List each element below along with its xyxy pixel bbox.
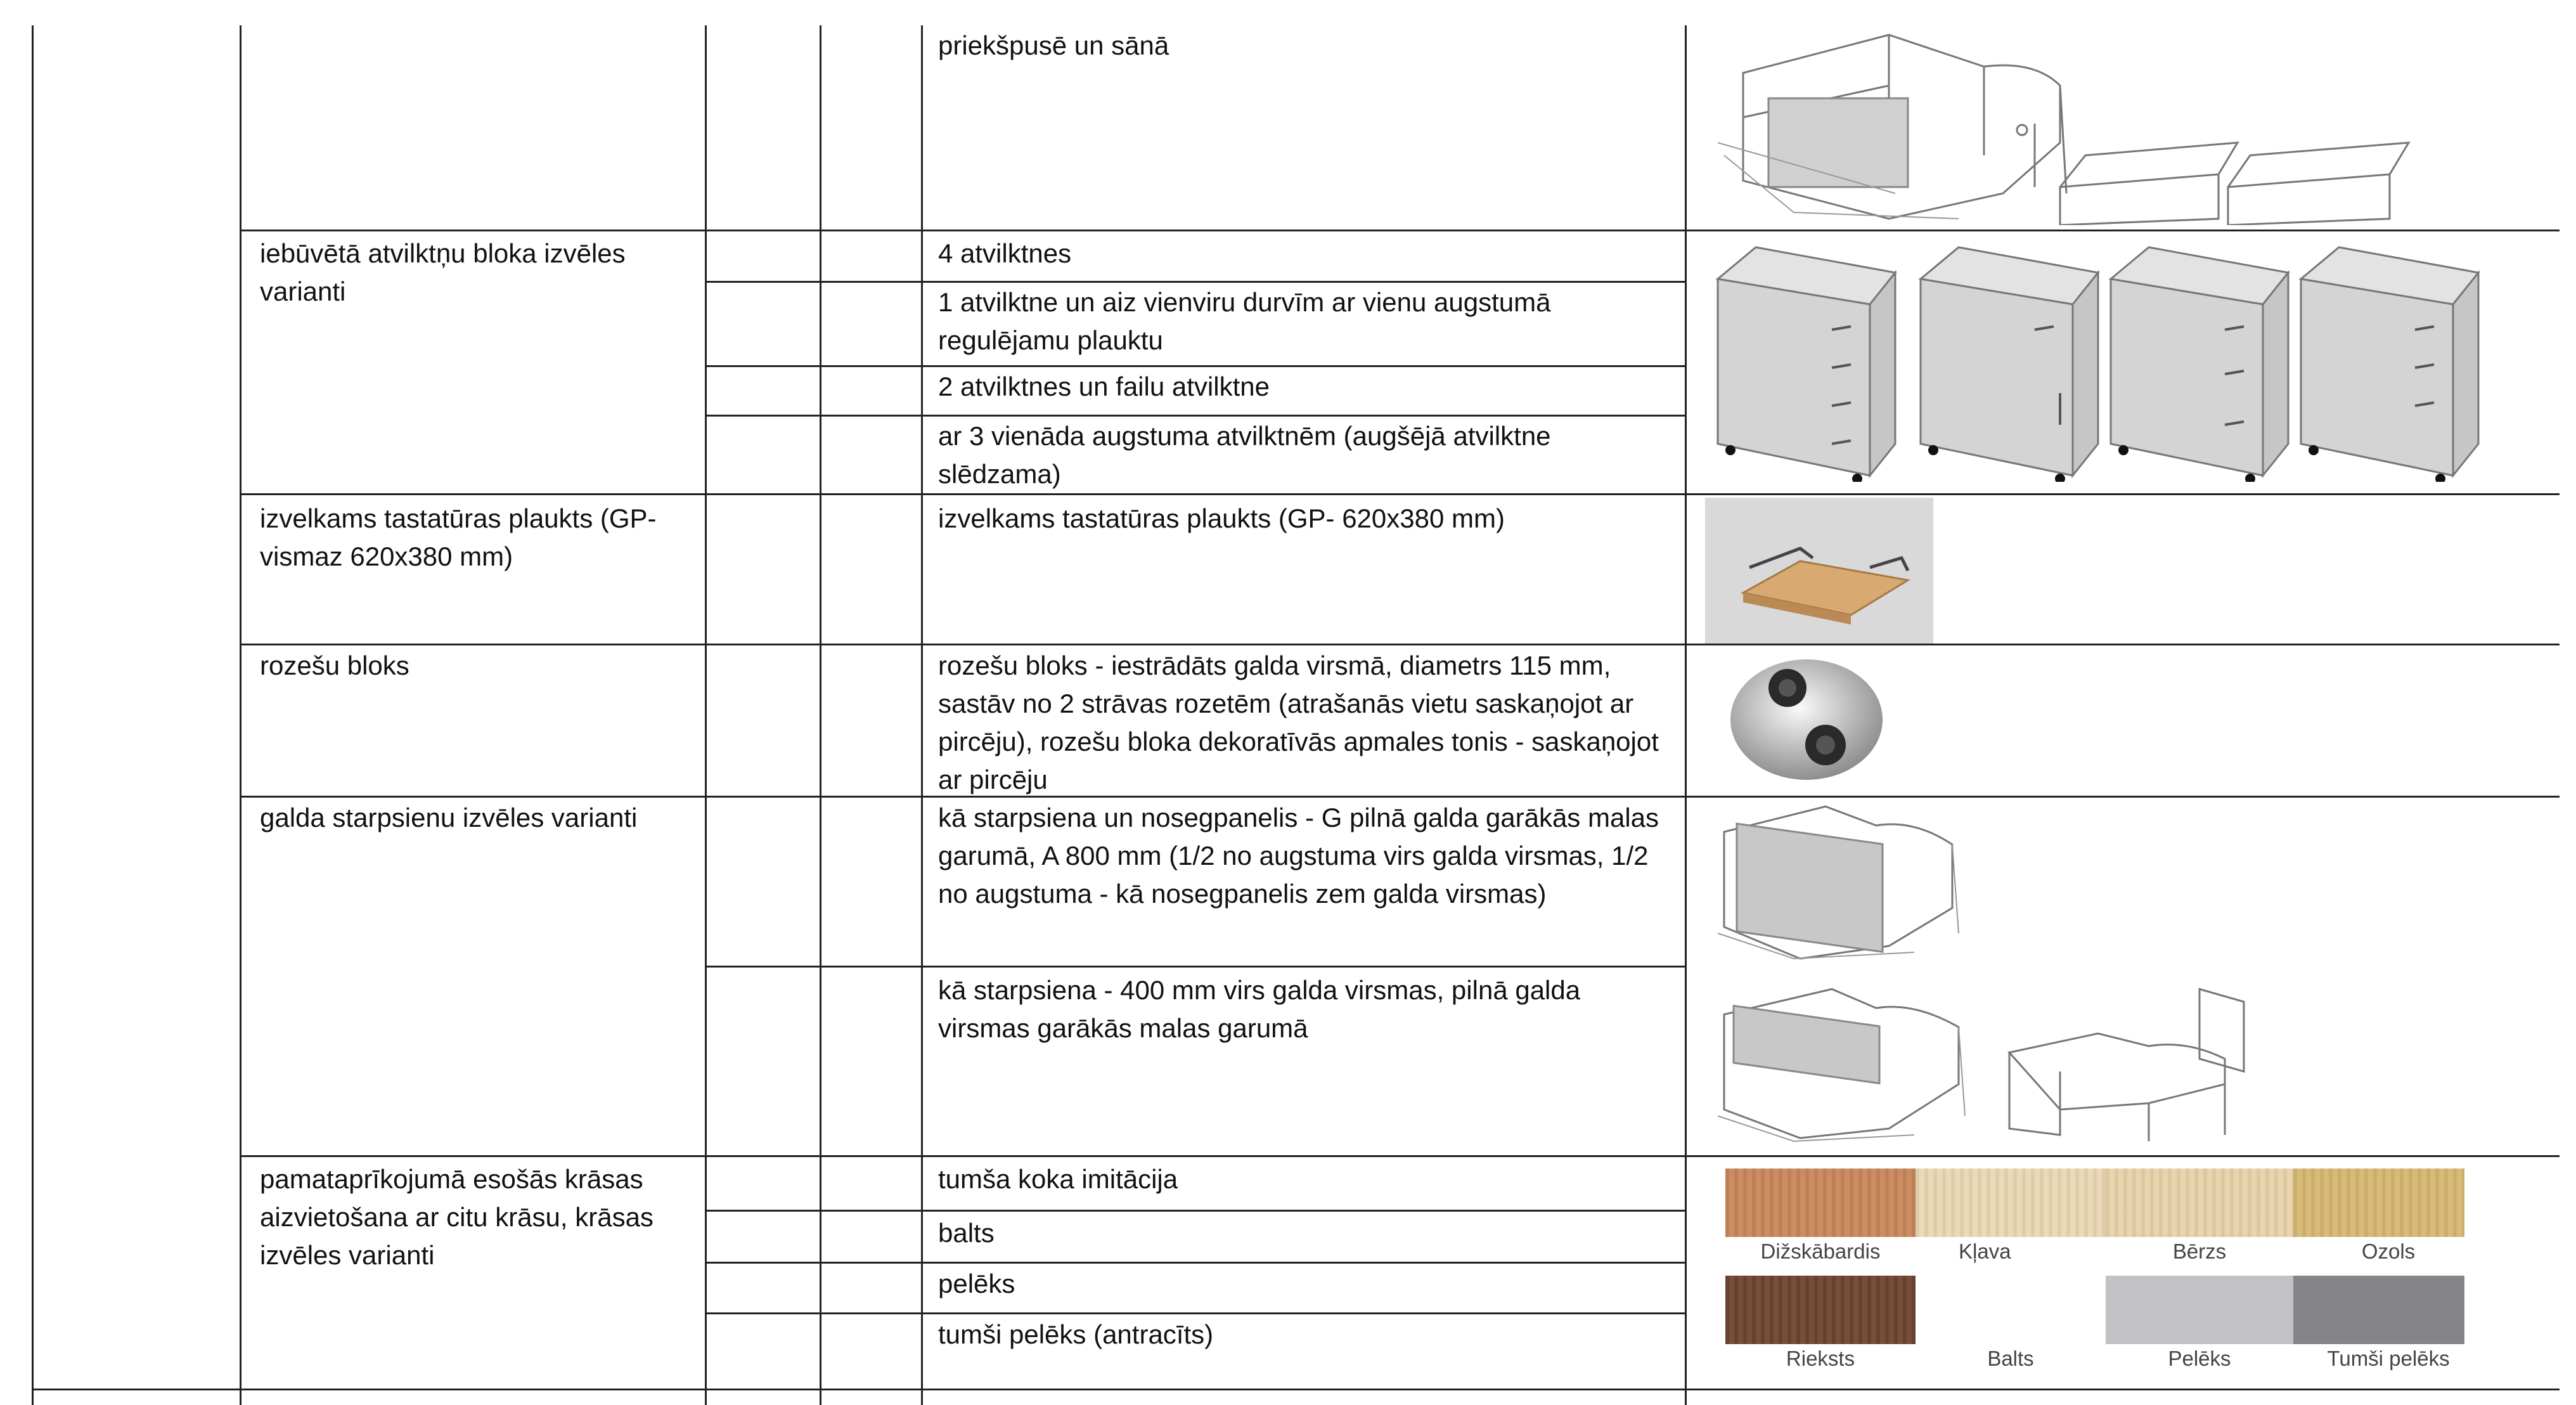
swatch-tumsi-peleks [2293,1276,2464,1344]
swatch-berzs [2106,1169,2293,1237]
partition-option-2: kā starpsiena - 400 mm virs galda virsmas, pilnā galda virsmas garākās malas garumā [938,975,1581,1043]
drawer-pedestals-illustration [1705,241,2497,482]
partition-illustration-1 [1705,800,1971,965]
socket-block-photo [1724,653,1889,786]
keyboard-shelf-description: izvelkams tastatūras plaukts (GP- 620x380 mm) [938,503,1505,533]
socket-block-label: rozešu bloks [260,651,409,680]
color-option-4: tumši pelēks (antracīts) [938,1319,1214,1349]
row0-description: priekšpusē un sānā [938,30,1169,60]
swatch-label: Balts [1987,1347,2034,1370]
drawer-option-3: 2 atvilktnes un failu atvilktne [938,372,1270,401]
partition-illustration-2 [1705,976,2276,1148]
swatch-label: Rieksts [1786,1347,1855,1370]
socket-block-description: rozešu bloks - iestrādāts galda virsmā, diametrs 115 mm, sastāv no 2 strāvas rozetēm (atrašanās vietu saskaņojot ar pircēju), rozešu bloka dekoratīvās apmales tonis - saskaņojot ar pircēju [938,651,1659,794]
swatch-label: Bērzs [2172,1240,2227,1263]
drawer-block-label: iebūvētā atvilktņu bloka izvēles varianti [260,238,626,306]
swatch-label: Ozols [2361,1240,2416,1263]
swatch-rieksts [1725,1276,1916,1344]
color-label: pamataprīkojumā esošās krāsas aizvietošana ar citu krāsu, krāsas izvēles varianti [260,1164,654,1270]
partition-option-1: kā starpsiena un nosegpanelis - G pilnā galda garākās malas garumā, A 800 mm (1/2 no augstuma virs galda virsmas, 1/2 no augstuma - kā nosegpanelis zem galda virsmas) [938,803,1659,909]
swatch-label: Dižskābardis [1760,1240,1881,1263]
desk-panel-illustration [1705,29,2497,225]
swatch-label: Kļava [1959,1240,2011,1263]
color-option-1: tumša koka imitācija [938,1164,1178,1194]
swatch-balts [1916,1276,2106,1344]
color-option-3: pelēks [938,1269,1015,1298]
drawer-option-4: ar 3 vienāda augstuma atvilktnēm (augšējā atvilktne slēdzama) [938,421,1551,489]
partition-label: galda starpsienu izvēles varianti [260,803,638,832]
keyboard-shelf-label: izvelkams tastatūras plaukts (GP- vismaz 620x380 mm) [260,503,657,571]
keyboard-shelf-photo [1705,498,1933,644]
swatch-peleks [2106,1276,2293,1344]
swatch-label: Pelēks [2168,1347,2231,1370]
swatch-ozols [2293,1169,2464,1237]
drawer-option-1: 4 atvilktnes [938,238,1072,268]
drawer-option-2: 1 atvilktne un aiz vienviru durvīm ar vienu augstumā regulējamu plauktu [938,287,1551,355]
swatch-diz-skabardis [1725,1169,1916,1237]
color-option-2: balts [938,1218,995,1248]
swatch-label: Tumši pelēks [2327,1347,2450,1370]
swatch-klava [1916,1169,2106,1237]
